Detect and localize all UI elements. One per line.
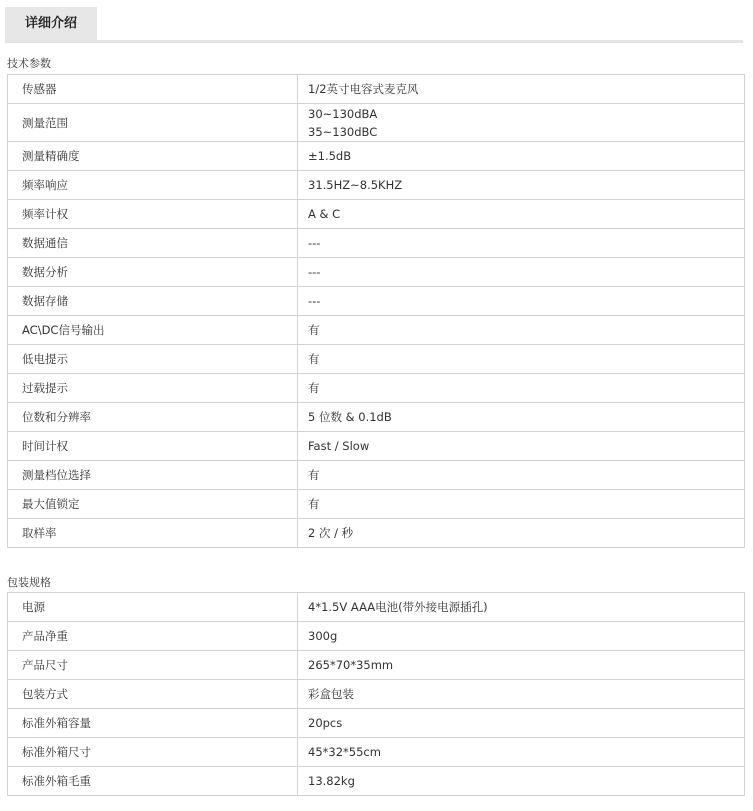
row-value: 有 (298, 461, 745, 490)
table-row (8, 258, 745, 287)
table-row (8, 519, 745, 548)
row-value: 1/2英寸电容式麦克风 (298, 75, 745, 104)
tab-details[interactable]: 详细介绍 (5, 7, 97, 40)
row-label: 最大值锁定 (8, 490, 298, 519)
table-row (8, 171, 745, 200)
table-row (8, 680, 745, 709)
row-label: 数据分析 (8, 258, 298, 287)
row-label: 标准外箱毛重 (8, 767, 298, 796)
row-value: 45*32*55cm (298, 738, 745, 767)
table-row (8, 345, 745, 374)
table-row (8, 461, 745, 490)
table-row (8, 200, 745, 229)
row-value (298, 104, 745, 142)
pack-section-title: 包装规格 (7, 576, 51, 589)
row-label: 测量精确度 (8, 142, 298, 171)
table-row (8, 651, 745, 680)
table-row (8, 374, 745, 403)
row-label: 过载提示 (8, 374, 298, 403)
row-value: A & C (298, 200, 745, 229)
row-label: 频率计权 (8, 200, 298, 229)
tab-bar (5, 7, 743, 43)
row-value: 彩盒包装 (298, 680, 745, 709)
row-value: 265*70*35mm (298, 651, 745, 680)
row-label: 时间计权 (8, 432, 298, 461)
row-value: 4*1.5V AAA电池(带外接电源插孔) (298, 593, 745, 622)
row-value: 有 (298, 345, 745, 374)
row-label: 频率响应 (8, 171, 298, 200)
pack-spec-table (7, 592, 745, 796)
row-label: 测量范围 (8, 104, 298, 142)
row-label: 数据通信 (8, 229, 298, 258)
row-value: 有 (298, 490, 745, 519)
table-row (8, 403, 745, 432)
row-label: 取样率 (8, 519, 298, 548)
table-row (8, 593, 745, 622)
row-label: 传感器 (8, 75, 298, 104)
row-value: 300g (298, 622, 745, 651)
row-label: 测量档位选择 (8, 461, 298, 490)
row-value: 13.82kg (298, 767, 745, 796)
table-row (8, 229, 745, 258)
table-row (8, 287, 745, 316)
row-label: 包装方式 (8, 680, 298, 709)
row-value: --- (298, 258, 745, 287)
table-row (8, 104, 745, 142)
row-label: 低电提示 (8, 345, 298, 374)
row-label: 产品净重 (8, 622, 298, 651)
row-label: 位数和分辨率 (8, 403, 298, 432)
row-label: AC\DC信号输出 (8, 316, 298, 345)
table-row (8, 709, 745, 738)
row-label: 标准外箱尺寸 (8, 738, 298, 767)
row-value: --- (298, 287, 745, 316)
row-value: 20pcs (298, 709, 745, 738)
table-row (8, 432, 745, 461)
table-row (8, 738, 745, 767)
row-value-line-1: 30~130dBA (308, 106, 378, 121)
row-label: 产品尺寸 (8, 651, 298, 680)
row-value: 有 (298, 316, 745, 345)
table-row (8, 75, 745, 104)
table-row (8, 316, 745, 345)
table-row (8, 767, 745, 796)
tech-spec-table (7, 74, 745, 548)
row-value-line-2: 35~130dBC (308, 124, 378, 139)
row-value: --- (298, 229, 745, 258)
row-value: Fast / Slow (298, 432, 745, 461)
row-label: 标准外箱容量 (8, 709, 298, 738)
tech-section-title: 技术参数 (7, 57, 51, 70)
table-row (8, 142, 745, 171)
table-row (8, 622, 745, 651)
row-value: 31.5HZ~8.5KHZ (298, 171, 745, 200)
table-row (8, 490, 745, 519)
row-value: 有 (298, 374, 745, 403)
row-label: 数据存储 (8, 287, 298, 316)
row-label: 电源 (8, 593, 298, 622)
row-value: 5 位数 & 0.1dB (298, 403, 745, 432)
row-value: ±1.5dB (298, 142, 745, 171)
row-value: 2 次 / 秒 (298, 519, 745, 548)
